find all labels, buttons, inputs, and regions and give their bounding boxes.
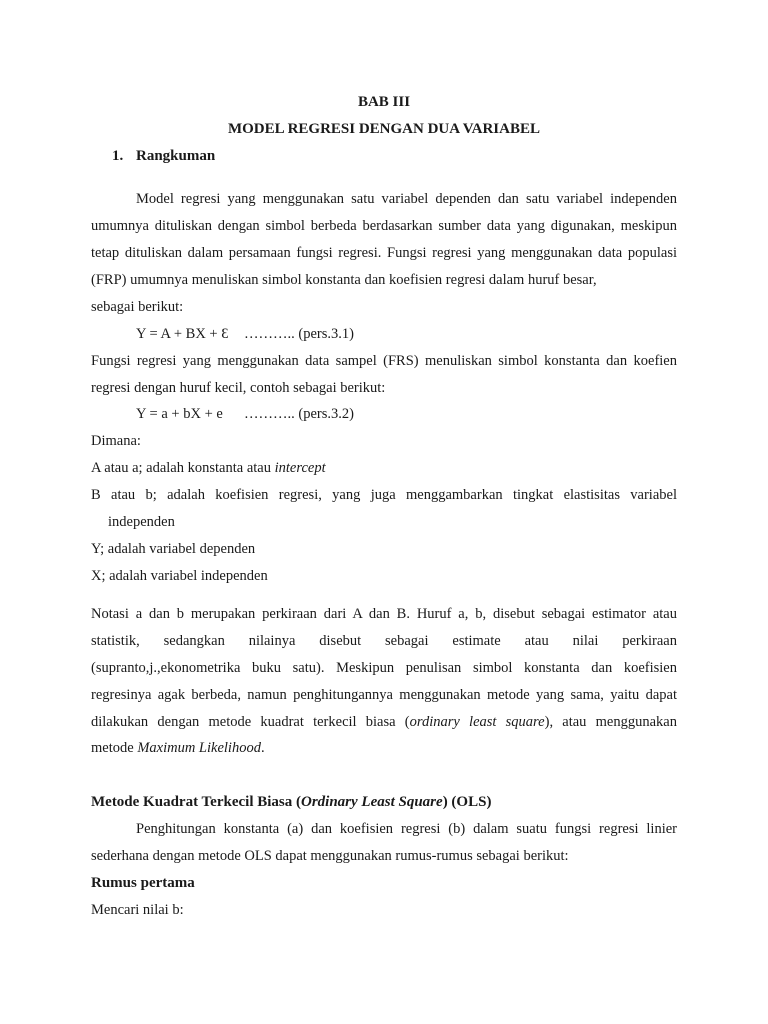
equation1-ref: ……….. (pers.3.1) xyxy=(244,326,354,342)
paragraph3-line4: regresinya agak berbeda, namun penghitungannya menggunakan metode yang sama, yaitu dapat xyxy=(91,687,677,703)
paragraph3-line6-post: . xyxy=(260,740,265,756)
rumus-heading: Rumus pertama xyxy=(91,875,195,891)
definition-a-term: intercept xyxy=(274,460,326,476)
paragraph3-line6-term: Maximum Likelihood xyxy=(137,740,261,756)
section-title: Rangkuman xyxy=(136,148,216,164)
ols-heading-term: Ordinary Least Square xyxy=(301,794,443,810)
equation2-ref: ……….. (pers.3.2) xyxy=(244,406,354,422)
definition-x: X; adalah variabel independen xyxy=(91,568,268,584)
section-number: 1. xyxy=(112,148,124,164)
ols-line2: sederhana dengan metode OLS dapat menggunakan rumus-rumus sebagai berikut: xyxy=(91,848,569,864)
chapter-title: MODEL REGRESI DENGAN DUA VARIABEL xyxy=(227,121,540,137)
paragraph1-line3: tetap dituliskan dalam persamaan fungsi regresi. Fungsi regresi yang menggunakan data populasi xyxy=(91,245,677,261)
paragraph2-line2: regresi dengan huruf kecil, contoh sebagai berikut: xyxy=(91,380,386,396)
paragraph1-line5: sebagai berikut: xyxy=(91,299,184,315)
paragraph1-line1: Model regresi yang menggunakan satu variabel dependen dan satu variabel independen xyxy=(136,191,677,207)
paragraph1-line4: (FRP) umumnya menuliskan simbol konstanta dan koefisien regresi dalam huruf besar, xyxy=(91,272,597,288)
definition-y: Y; adalah variabel dependen xyxy=(91,541,256,557)
ols-heading-post: ) (OLS) xyxy=(442,794,492,810)
definitions-intro: Dimana: xyxy=(91,433,141,449)
paragraph3-line5-pre: dilakukan dengan metode kuadrat terkecil biasa ( xyxy=(91,714,410,730)
ols-heading xyxy=(91,794,491,811)
paragraph3-line3: (supranto,j.,ekonometrika buku satu). Meskipun penulisan simbol konstanta dan koefisien xyxy=(91,660,677,676)
chapter-heading: BAB III xyxy=(357,94,411,110)
paragraph2-line1: Fungsi regresi yang menggunakan data sampel (FRS) menuliskan simbol konstanta dan koefien xyxy=(91,353,677,369)
equation1-formula: Y = A + BX + Ɛ xyxy=(136,326,229,342)
definition-b-line1: B atau b; adalah koefisien regresi, yang juga menggambarkan tingkat elastisitas variabel xyxy=(91,487,677,503)
equation2-formula: Y = a + bX + e xyxy=(136,406,223,422)
paragraph3-line5-term: ordinary least square xyxy=(409,714,545,730)
definition-b-line2: independen xyxy=(108,514,175,530)
paragraph3-line2: statistik, sedangkan nilainya disebut sebagai estimate atau nilai perkiraan xyxy=(91,633,677,649)
paragraph3-line6 xyxy=(91,740,265,757)
paragraph3-line5-post: ), atau menggunakan xyxy=(544,714,677,730)
ols-line1: Penghitungan konstanta (a) dan koefisien regresi (b) dalam suatu fungsi regresi linier xyxy=(136,821,677,837)
definition-a xyxy=(91,460,326,477)
ols-heading-pre: Metode Kuadrat Terkecil Biasa ( xyxy=(91,794,301,810)
mencari-nilai-b: Mencari nilai b: xyxy=(91,902,184,918)
paragraph1-line2: umumnya dituliskan dengan simbol berbeda berdasarkan sumber data yang digunakan, meskipun xyxy=(91,218,677,234)
paragraph3-line1: Notasi a dan b merupakan perkiraan dari A dan B. Huruf a, b, disebut sebagai estimator atau xyxy=(91,606,677,622)
definition-a-text: A atau a; adalah konstanta atau xyxy=(91,460,275,476)
paragraph3-line5 xyxy=(91,714,677,731)
paragraph3-line6-pre: metode xyxy=(91,740,138,756)
